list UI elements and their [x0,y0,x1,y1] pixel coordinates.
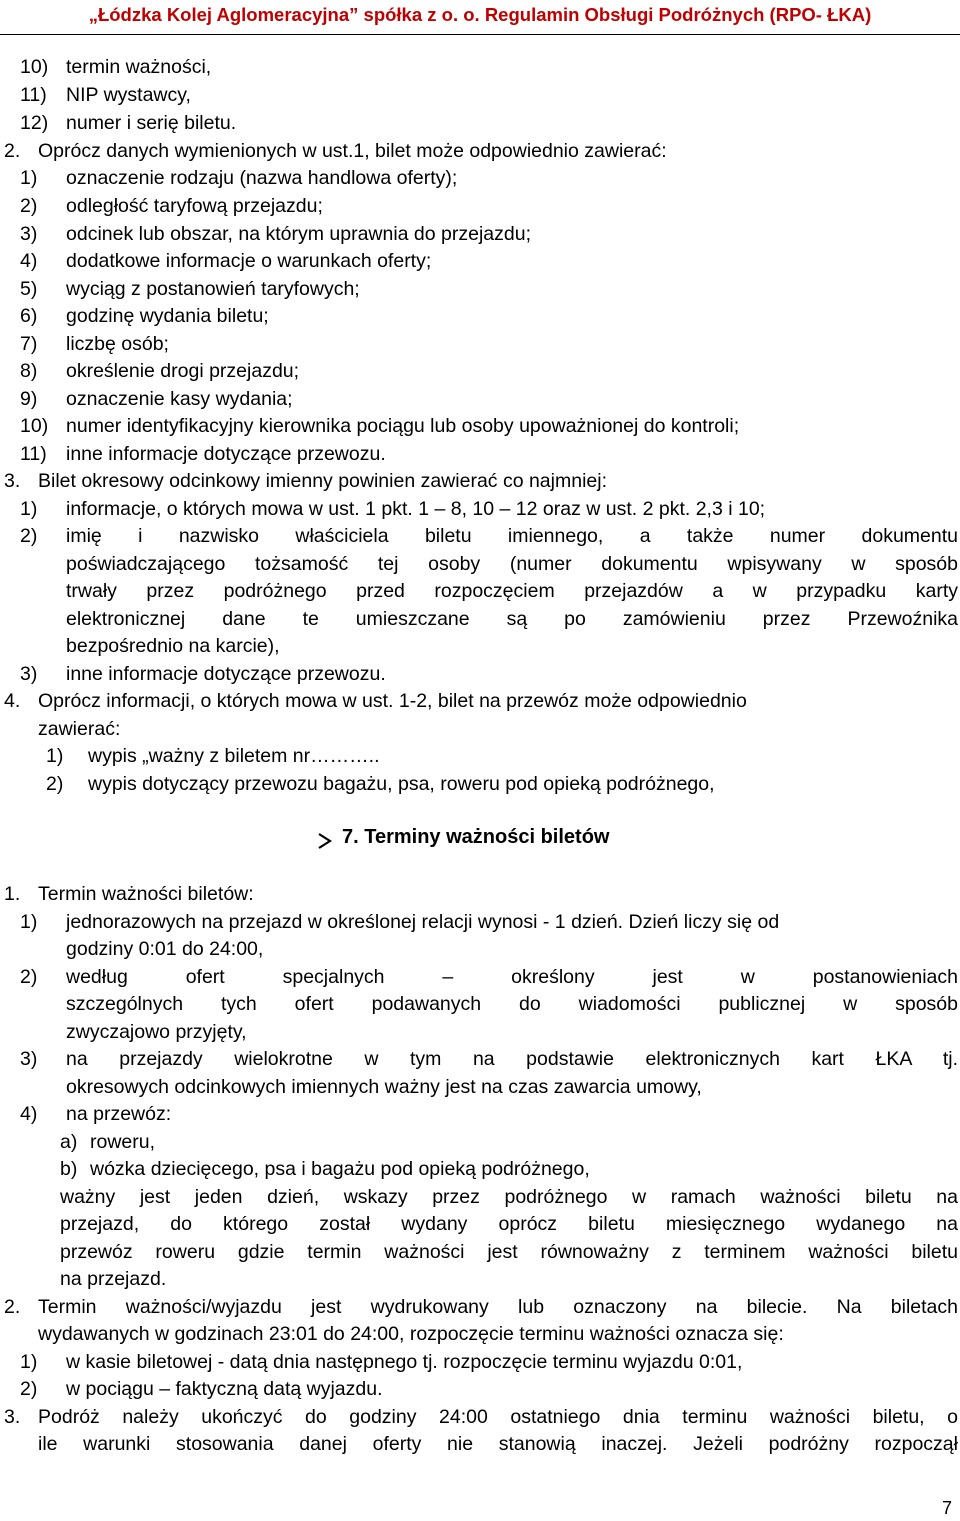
point-number: 3. [4,1406,21,1428]
point-number: 2. [4,140,21,162]
point-text: Oprócz informacji, o których mowa w ust. 1-2, bilet na przewóz może odpowiednio [38,690,747,712]
item-text: odległość taryfową przejazdu; [66,195,323,217]
item-text-line: jednorazowych na przejazd w określonej relacji wynosi - 1 dzień. Dzień liczy się od [66,911,780,933]
item-text: liczbę osób; [66,333,169,355]
item-number: 3) [20,663,38,685]
item-number: 6) [20,305,38,327]
item-number: 4) [20,1103,38,1125]
item-number: 11) [20,443,47,465]
item-text: informacje, o których mowa w ust. 1 pkt. 1 – 8, 10 – 12 oraz w ust. 2 pkt. 2,3 i 10; [66,498,766,520]
item-text: inne informacje dotyczące przewozu. [66,663,386,685]
item-number: 10) [20,56,49,78]
item-text: wypis dotyczący przewozu bagażu, psa, roweru pod opieką podróżnego, [88,773,715,795]
section-heading: 7. Terminy ważności biletów [342,826,610,848]
item-number: 2) [20,195,38,217]
point-number: 1. [4,883,21,905]
item-text: określenie drogi przejazdu; [66,360,300,382]
document-title: „Łódzka Kolej Aglomeracyjna” spółka z o. o. Regulamin Obsługi Podróżnych (RPO- ŁKA) [88,4,872,25]
point-text-line: Podróż należy ukończyć do godziny 24:00 ostatniego dnia terminu ważności biletu, o [38,1406,958,1428]
item-text-line: imię i nazwisko właściciela biletu imiennego, a także numer dokumentu [66,525,958,547]
point-number: 4. [4,690,21,712]
item-text-line: okresowych odcinkowych imiennych ważny jest na czas zawarcia umowy, [66,1076,702,1098]
item-number: 3) [20,1048,38,1070]
item-text-line: szczególnych tych ofert podawanych do wiadomości publicznej w sposób [66,993,958,1015]
item-text: oznaczenie kasy wydania; [66,388,293,410]
item-number: 10) [20,415,49,437]
point-number: 3. [4,470,21,492]
item-number: 7) [20,333,38,355]
point-text-line: zawierać: [38,718,121,740]
item-number: 11) [20,84,47,106]
item-text-line: zwyczajowo przyjęty, [66,1021,247,1043]
item-text: NIP wystawcy, [66,84,191,106]
item-text: numer i serię biletu. [66,112,237,134]
point-number: 2. [4,1296,21,1318]
item-text: inne informacje dotyczące przewozu. [66,443,386,465]
item-text-line: poświadczającego tożsamość tej osoby (numer dokumentu wpisywany w sposób [66,553,958,575]
item-text: w kasie biletowej - datą dnia następnego tj. rozpoczęcie terminu wyjazdu 0:01, [66,1351,743,1373]
item-text-line: przewóz roweru gdzie termin ważności jest równoważny z terminem ważności biletu [60,1241,958,1263]
item-text-line: trwały przez podróżnego przed rozpoczęciem przejazdów a w przypadku karty [66,580,958,602]
item-text-line: elektronicznej dane te umieszczane są po zamówieniu przez Przewoźnika [66,608,958,630]
item-text: wypis „ważny z biletem nr……….. [88,745,380,767]
item-number: 1) [20,167,38,189]
item-number: 8) [20,360,38,382]
point-text-line: wydawanych w godzinach 23:01 do 24:00, rozpoczęcie terminu ważności oznacza się: [38,1323,784,1345]
item-letter: b) [60,1158,78,1180]
item-number: 3) [20,223,38,245]
point-text: Bilet okresowy odcinkowy imienny powinien zawierać co najmniej: [38,470,608,492]
item-number: 12) [20,112,49,134]
item-number: 2) [20,1378,38,1400]
item-number: 2) [20,525,38,547]
point-text: Oprócz danych wymienionych w ust.1, bilet może odpowiednio zawierać: [38,140,667,162]
point-text-line: ile warunki stosowania danej oferty nie stanowią inaczej. Jeżeli podróżny rozpoczął [38,1433,958,1455]
item-text-line: według ofert specjalnych – określony jest w postanowieniach [66,966,958,988]
item-text: roweru, [90,1131,156,1153]
item-number: 1) [20,498,38,520]
item-text-line: przejazd, do którego został wydany oprócz biletu miesięcznego wydanego na [60,1213,958,1235]
item-number: 4) [20,250,38,272]
page-header [0,0,960,30]
item-text-line: bezpośrednio na karcie), [66,635,280,657]
item-text: numer identyfikacyjny kierownika pociągu lub osoby upoważnionej do kontroli; [66,415,740,437]
item-text: na przewóz: [66,1103,172,1125]
item-text: termin ważności, [66,56,212,78]
header-divider [0,34,960,35]
item-text: dodatkowe informacje o warunkach oferty; [66,250,432,272]
item-number: 2) [20,966,38,988]
point-text-line: Termin ważności/wyjazdu jest wydrukowany lub oznaczony na bilecie. Na biletach [38,1296,958,1318]
item-number: 5) [20,278,38,300]
item-letter: a) [60,1131,78,1153]
item-text-line: na przejazd. [60,1268,167,1290]
item-number: 9) [20,388,38,410]
item-text: godzinę wydania biletu; [66,305,269,327]
page-number: 7 [941,1498,952,1518]
point-text: Termin ważności biletów: [38,883,254,905]
item-text-line: na przejazdy wielokrotne w tym na podstawie elektronicznych kart ŁKA tj. [66,1048,958,1070]
item-text: wózka dziecięcego, psa i bagażu pod opieką podróżnego, [90,1158,590,1180]
item-number: 1) [46,745,64,767]
item-number: 1) [20,911,38,933]
item-text-line: godziny 0:01 do 24:00, [66,938,264,960]
item-text-line: ważny jest jeden dzień, wskazy przez podróżnego w ramach ważności biletu na [60,1186,958,1208]
item-text: odcinek lub obszar, na którym uprawnia do przejazdu; [66,223,532,245]
item-text: wyciąg z postanowień taryfowych; [66,278,360,300]
chevron-right-icon [318,832,332,850]
item-text: oznaczenie rodzaju (nazwa handlowa oferty); [66,167,458,189]
item-number: 1) [20,1351,38,1373]
item-text: w pociągu – faktyczną datą wyjazdu. [66,1378,383,1400]
item-number: 2) [46,773,64,795]
